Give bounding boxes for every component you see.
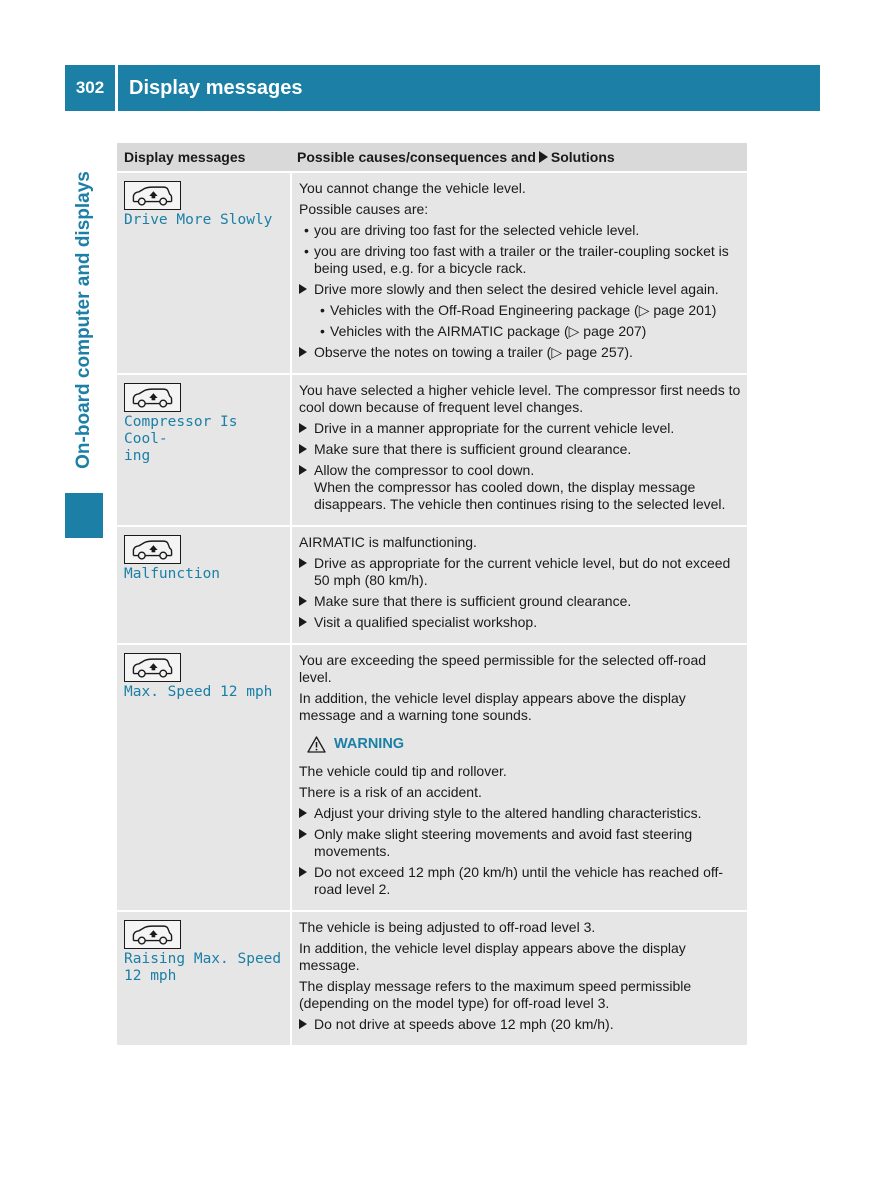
arrow-shape (299, 808, 307, 818)
vehicle-level-icon (124, 653, 181, 682)
step-arrow-icon (299, 420, 314, 437)
solution-cell (292, 375, 747, 525)
arrow-shape (299, 444, 307, 454)
action-text: Drive in a manner appropriate for the current vehicle level. (314, 420, 675, 436)
page-number: 302 (75, 78, 105, 97)
description-text: You have selected a higher vehicle level. The compressor first needs to cool down because of frequent level changes. (299, 382, 741, 415)
description-text: The vehicle could tip and rollover. (299, 763, 507, 779)
bullet-item (299, 243, 741, 277)
warning-label: WARNING (334, 736, 405, 752)
table-row (117, 527, 747, 643)
description-text: The vehicle is being adjusted to off-road level 3. (299, 919, 596, 935)
step-arrow-icon (299, 441, 314, 458)
action-text: Do not exceed 12 mph (20 km/h) until the vehicle has reached off-road level 2. (314, 864, 724, 897)
description-text: In addition, the vehicle level display appears above the display message. (299, 940, 686, 973)
bullet-dot-icon: • (320, 302, 325, 318)
arrow-shape (299, 465, 307, 475)
action-step (299, 281, 741, 298)
action-text: Make sure that there is sufficient ground clearance. (314, 441, 632, 457)
solution-arrow-icon (539, 151, 548, 163)
action-step (299, 462, 741, 513)
step-arrow-icon (299, 462, 314, 513)
bullet-text: Vehicles with the Off-Road Engineering package (▷ page 201) (330, 302, 717, 318)
action-step (299, 826, 741, 860)
message-cell (117, 645, 290, 910)
step-arrow-icon (299, 281, 314, 298)
display-message-text: Max. Speed 12 mph (124, 684, 273, 700)
warning-heading (307, 736, 741, 753)
table-row (117, 912, 747, 1045)
display-message-text: Compressor Is Cool- ing (124, 414, 238, 464)
description-text: Possible causes are: (299, 201, 429, 217)
arrow-shape (299, 284, 307, 294)
side-tab-marker (65, 493, 103, 538)
bullet-text: Vehicles with the AIRMATIC package (▷ page 207) (330, 323, 647, 339)
action-step (299, 441, 741, 458)
bullet-dot-icon: • (320, 323, 325, 339)
action-step (299, 420, 741, 437)
col-header-causes-text: Possible causes/consequences and (297, 149, 536, 165)
action-step (299, 1016, 741, 1033)
vehicle-level-icon (124, 920, 181, 949)
message-cell (117, 173, 290, 373)
action-text: Allow the compressor to cool down. When the compressor has cooled down, the display message disappears. The vehicle then continues rising to the selected level. (314, 462, 726, 512)
table-row (117, 173, 747, 373)
action-step (299, 805, 741, 822)
action-text: Visit a qualified specialist workshop. (314, 614, 538, 630)
table-body (117, 173, 747, 1045)
page-title: Display messages (129, 76, 303, 99)
arrow-shape (299, 347, 307, 357)
page-header (65, 65, 820, 111)
table-row (117, 645, 747, 910)
step-arrow-icon (299, 614, 314, 631)
action-text: Drive more slowly and then select the desired vehicle level again. (314, 281, 719, 297)
messages-table (117, 143, 747, 1047)
action-text: Do not drive at speeds above 12 mph (20 km/h). (314, 1016, 614, 1032)
action-text: Drive as appropriate for the current vehicle level, but do not exceed 50 mph (80 km/h). (314, 555, 731, 588)
bullet-dot-icon: • (304, 243, 309, 259)
sub-bullet-item (299, 323, 741, 340)
step-arrow-icon (299, 593, 314, 610)
step-arrow-icon (299, 555, 314, 589)
arrow-shape (299, 596, 307, 606)
description-text: You cannot change the vehicle level. (299, 180, 526, 196)
col-header-solutions-text: Solutions (550, 149, 615, 165)
description-text: AIRMATIC is malfunctioning. (299, 534, 477, 550)
vehicle-level-icon (124, 383, 181, 412)
col-header-messages: Display messages (124, 149, 246, 165)
solution-cell (292, 527, 747, 643)
col-header-causes (290, 149, 747, 165)
action-step (299, 344, 741, 361)
arrow-shape (299, 1019, 307, 1029)
action-step (299, 864, 741, 898)
warning-triangle-icon (307, 736, 326, 753)
arrow-shape (299, 829, 307, 839)
description-text: The display message refers to the maximum speed permissible (depending on the model type) for off-road level 3. (299, 978, 692, 1011)
arrow-shape (299, 423, 307, 433)
sub-bullet-item (299, 302, 741, 319)
solution-cell (292, 912, 747, 1045)
vehicle-level-icon (124, 181, 181, 210)
bullet-item (299, 222, 741, 239)
vehicle-level-icon (124, 535, 181, 564)
step-arrow-icon (299, 344, 314, 361)
display-message-text: Raising Max. Speed 12 mph (124, 951, 282, 984)
arrow-shape (299, 558, 307, 568)
action-step (299, 614, 741, 631)
action-text: Make sure that there is sufficient ground clearance. (314, 593, 632, 609)
description-text: There is a risk of an accident. (299, 784, 482, 800)
display-message-text: Drive More Slowly (124, 212, 273, 228)
action-text: Only make slight steering movements and avoid fast steering movements. (314, 826, 693, 859)
table-row (117, 375, 747, 525)
message-cell (117, 912, 290, 1045)
solution-cell (292, 173, 747, 373)
step-arrow-icon (299, 1016, 314, 1033)
message-cell (117, 527, 290, 643)
table-header (117, 143, 747, 171)
step-arrow-icon (299, 826, 314, 860)
section-label: On-board computer and displays (73, 171, 94, 469)
bullet-dot-icon: • (304, 222, 309, 238)
description-text: In addition, the vehicle level display appears above the display message and a warning tone sounds. (299, 690, 686, 723)
step-arrow-icon (299, 805, 314, 822)
step-arrow-icon (299, 864, 314, 898)
arrow-shape (299, 867, 307, 877)
description-text: You are exceeding the speed permissible for the selected off-road level. (299, 652, 707, 685)
action-text: Adjust your driving style to the altered handling characteristics. (314, 805, 702, 821)
message-cell (117, 375, 290, 525)
side-tab (65, 150, 103, 490)
action-text: Observe the notes on towing a trailer (▷ page 257). (314, 344, 633, 360)
solution-cell (292, 645, 747, 910)
bullet-text: you are driving too fast with a trailer or the trailer-coupling socket is being used, e.g. for a bicycle rack. (314, 243, 729, 276)
display-message-text: Malfunction (124, 566, 221, 582)
bullet-text: you are driving too fast for the selected vehicle level. (314, 222, 640, 238)
action-step (299, 593, 741, 610)
action-step (299, 555, 741, 589)
arrow-shape (299, 617, 307, 627)
